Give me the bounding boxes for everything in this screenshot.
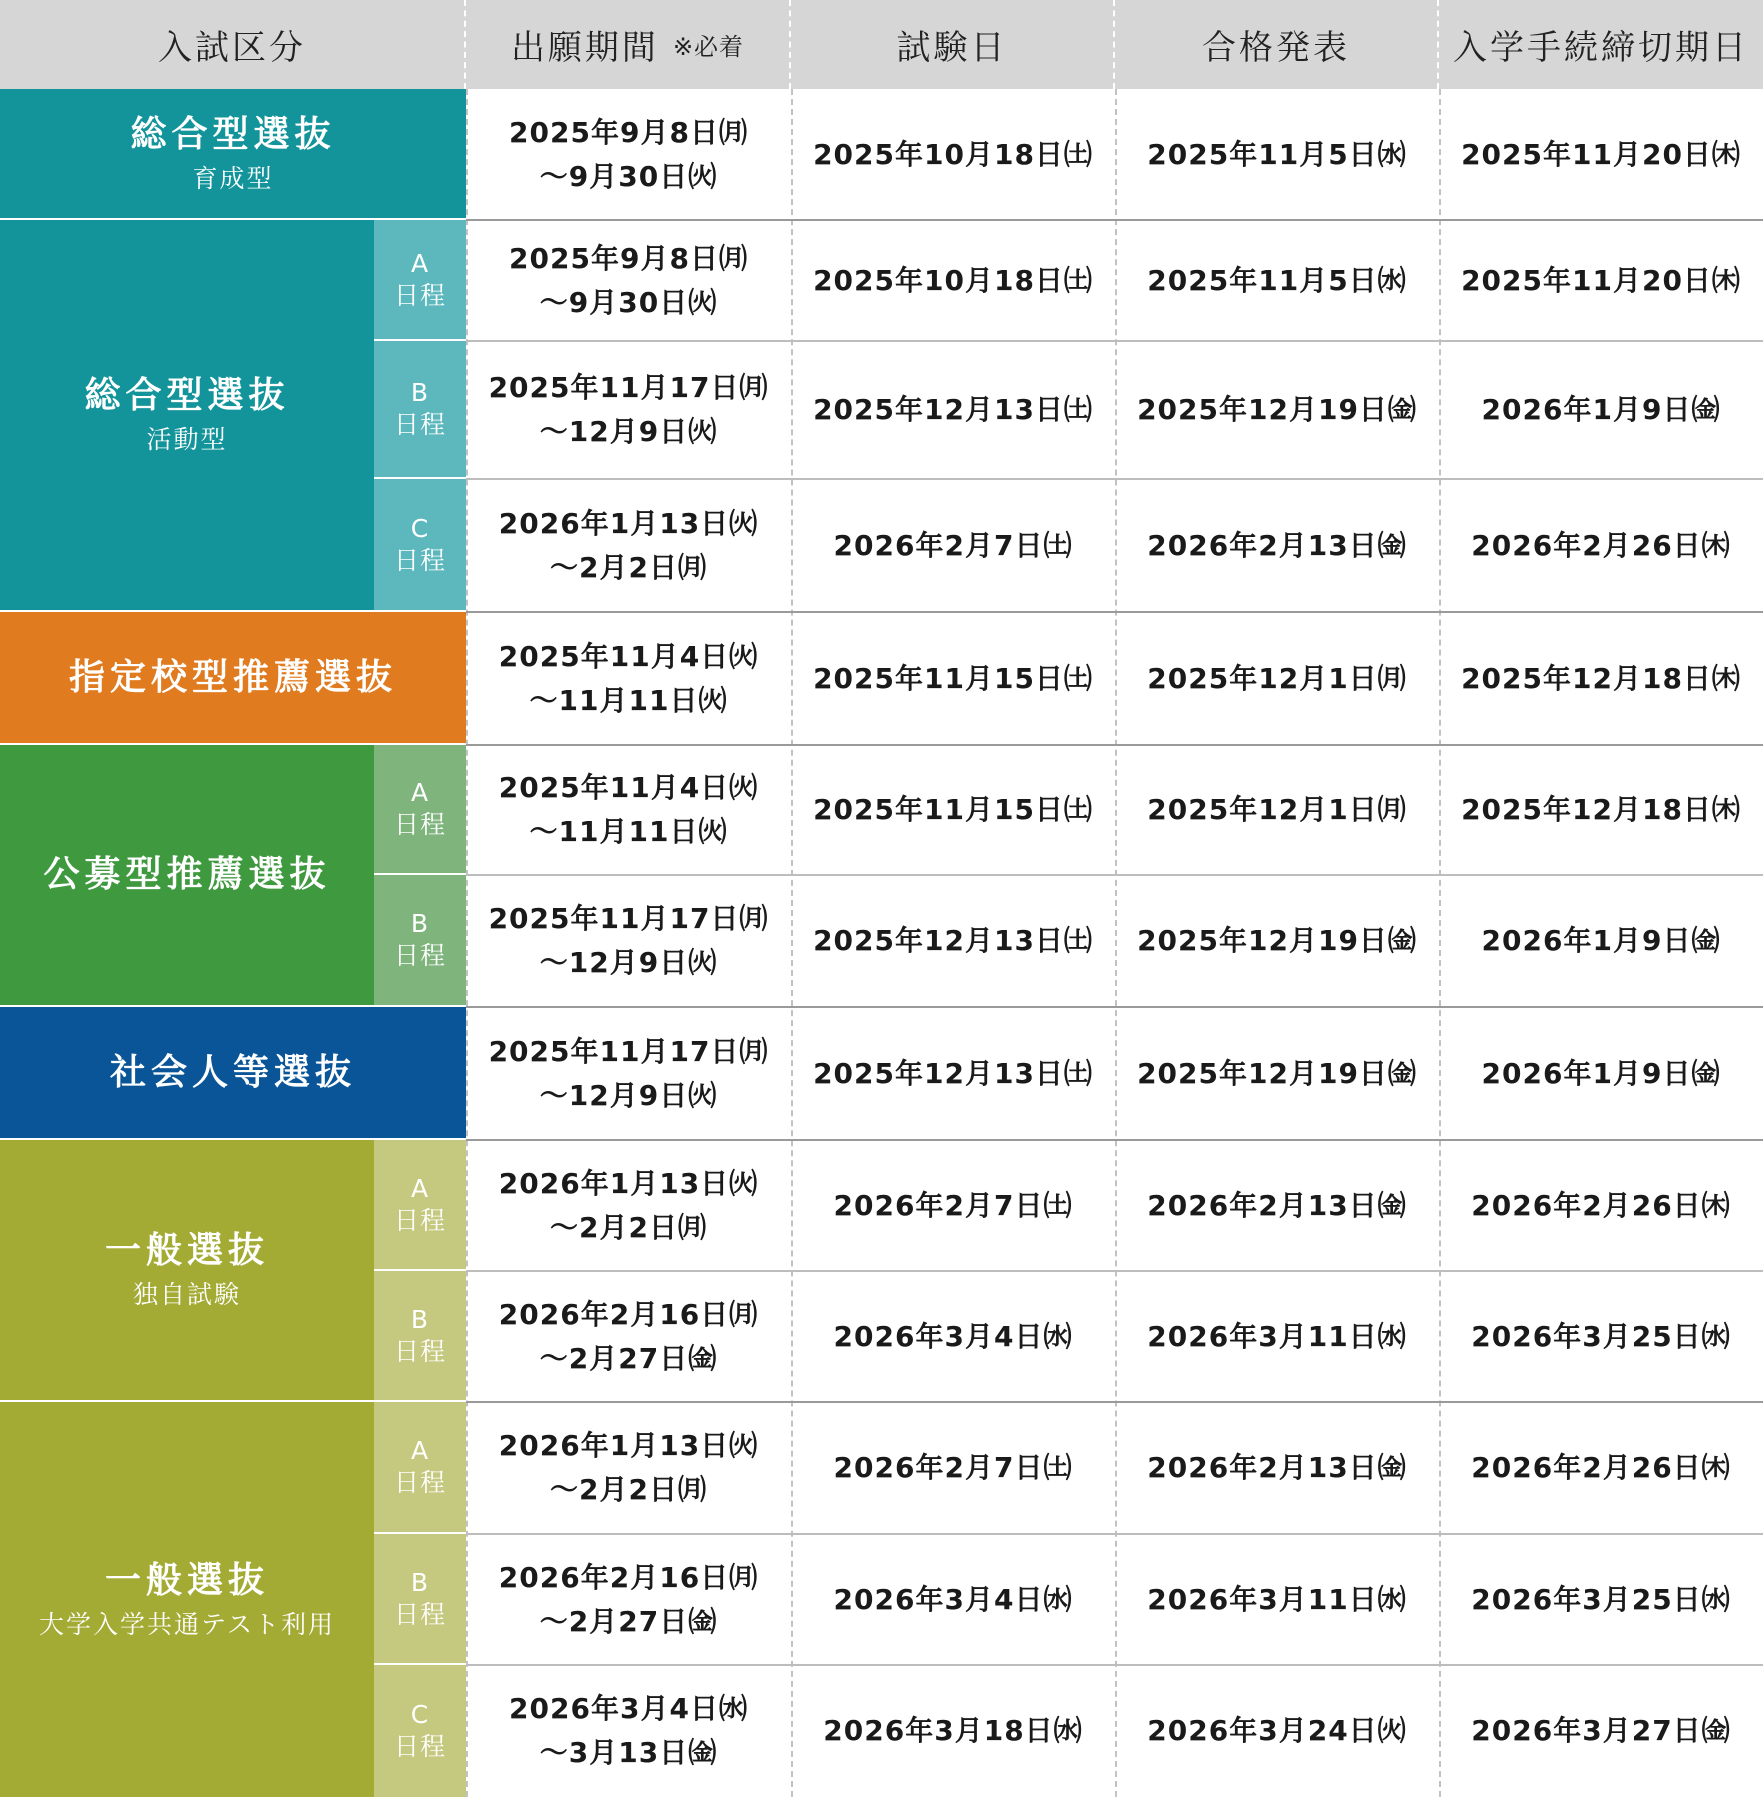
exam-date-cell [791,341,1115,479]
apply-from: 2025年11月17日㈪ [488,1034,769,1068]
apply-from: 2026年1月13日㈫ [498,1166,759,1200]
category-shakaijin [0,1007,466,1140]
result-date: 2025年12月1日㈪ [1147,793,1407,826]
deadline-date: 2026年1月9日㈮ [1481,924,1721,957]
exam-date: 2025年12月13日㈯ [813,1056,1093,1090]
header-application-label: 出願期間 [510,28,659,68]
header-result-date [1115,0,1439,89]
exam-date: 2026年3月4日㈬ [833,1582,1073,1616]
apply-from: 2025年11月17日㈪ [488,902,769,935]
result-date: 2025年12月1日㈪ [1147,661,1407,695]
exam-date-cell [791,875,1115,1007]
schedule-letter: B [410,378,430,407]
apply-from: 2026年2月16日㈪ [498,1297,759,1331]
schedule-text: 日程 [393,1468,446,1497]
schedule-text: 日程 [393,1732,446,1761]
apply-from: 2026年1月13日㈫ [498,1429,759,1462]
header-exam-label: 試験日 [896,28,1008,68]
result-date-cell [1115,341,1439,479]
deadline-date: 2026年2月26日㈭ [1471,1451,1731,1484]
exam-date: 2025年10月18日㈯ [813,137,1093,171]
header-category [0,0,466,89]
schedule-label [374,1402,466,1534]
apply-to: 〜2月27日㈮ [539,1341,718,1375]
apply-to: 〜2月27日㈮ [539,1604,718,1638]
application-period-cell [466,1271,791,1402]
result-date: 2026年2月13日㈮ [1147,528,1407,562]
deadline-date: 2026年3月27日㈮ [1471,1714,1731,1747]
application-period-cell [466,875,791,1007]
exam-date: 2026年3月4日㈬ [833,1319,1073,1353]
deadline-date: 2026年3月25日㈬ [1471,1319,1731,1353]
apply-from: 2025年11月4日㈫ [498,771,759,804]
exam-date: 2026年2月7日㈯ [833,1188,1073,1222]
deadline-cell [1439,1402,1763,1534]
exam-date-cell [791,1007,1115,1140]
deadline-cell [1439,612,1763,745]
apply-from: 2026年3月4日㈬ [509,1692,748,1725]
apply-to: 〜9月30日㈫ [539,285,718,319]
result-date: 2026年2月13日㈮ [1147,1188,1407,1222]
schedule-label [374,1665,466,1797]
deadline-cell [1439,745,1763,875]
schedule-label [374,745,466,875]
schedule-letter: B [410,909,430,938]
apply-to: 〜9月30日㈫ [539,159,718,193]
apply-to: 〜3月13日㈮ [539,1736,718,1769]
result-date: 2025年12月19日㈮ [1137,1056,1417,1090]
exam-date: 2026年3月18日㈬ [823,1714,1083,1747]
schedule-label [374,875,466,1007]
deadline-cell [1439,341,1763,479]
header-result-label: 合格発表 [1202,28,1350,68]
exam-date: 2026年2月7日㈯ [833,528,1073,562]
apply-from: 2025年9月8日㈪ [509,241,748,275]
schedule-letter: A [410,1436,430,1465]
schedule-text: 日程 [393,941,446,970]
category-title: 一般選抜 [104,1230,269,1271]
exam-date: 2025年12月13日㈯ [813,924,1093,957]
exam-date-cell [791,479,1115,612]
apply-from: 2025年11月4日㈫ [498,639,759,673]
category-sogo-ikusei [0,89,466,220]
schedule-letter: A [410,248,430,278]
category-title: 総合型選抜 [130,113,336,155]
application-period-cell [466,745,791,875]
deadline-cell [1439,1007,1763,1140]
result-date-cell [1115,479,1439,612]
deadline-date: 2025年12月18日㈭ [1461,661,1741,695]
application-period-cell [466,89,791,220]
exam-date: 2025年10月18日㈯ [813,263,1093,297]
apply-to: 〜11月11日㈫ [529,815,728,848]
deadline-cell [1439,1140,1763,1271]
apply-to: 〜2月2日㈪ [550,1473,707,1506]
result-date-cell [1115,1007,1439,1140]
exam-date-cell [791,89,1115,220]
category-ippan-dokuji [0,1140,374,1402]
result-date-cell [1115,89,1439,220]
category-title: 一般選抜 [104,1559,269,1601]
schedule-label [374,1534,466,1665]
result-date-cell [1115,1271,1439,1402]
deadline-date: 2026年1月9日㈮ [1481,393,1721,426]
deadline-cell [1439,875,1763,1007]
schedule-letter: A [410,778,430,807]
deadline-date: 2025年11月20日㈭ [1461,263,1741,297]
schedule-label [374,1271,466,1402]
result-date: 2025年12月19日㈮ [1137,393,1417,426]
schedule-text: 日程 [393,1205,446,1235]
category-title: 公募型推薦選抜 [43,854,331,895]
apply-from: 2026年2月16日㈪ [498,1560,759,1594]
category-title: 総合型選抜 [84,375,290,416]
result-date: 2025年12月19日㈮ [1137,924,1417,957]
result-date: 2026年3月11日㈬ [1147,1319,1407,1353]
exam-date: 2025年11月15日㈯ [813,793,1093,826]
application-period-cell [466,1665,791,1797]
application-period-cell [466,1140,791,1271]
schedule-text: 日程 [393,280,446,310]
exam-date-cell [791,1271,1115,1402]
application-period-cell [466,1007,791,1140]
apply-to: 〜11月11日㈫ [529,683,728,717]
deadline-cell [1439,1271,1763,1402]
result-date-cell [1115,1534,1439,1665]
category-title: 社会人等選抜 [109,1051,356,1093]
schedule-text: 日程 [393,810,446,839]
result-date: 2025年11月5日㈬ [1147,137,1407,171]
deadline-date: 2025年12月18日㈭ [1461,793,1741,826]
schedule-letter: B [410,1567,430,1597]
deadline-cell [1439,1665,1763,1797]
application-period-cell [466,1534,791,1665]
result-date: 2025年11月5日㈬ [1147,263,1407,297]
header-category-label: 入試区分 [158,28,306,68]
exam-date-cell [791,1140,1115,1271]
result-date-cell [1115,220,1439,341]
application-period-cell [466,341,791,479]
header-exam-date [791,0,1115,89]
deadline-cell [1439,220,1763,341]
deadline-date: 2026年2月26日㈭ [1471,528,1731,562]
schedule-letter: B [410,1304,430,1334]
result-date-cell [1115,1402,1439,1534]
exam-date-cell [791,1402,1115,1534]
category-ippan-kyotsu [0,1402,374,1797]
apply-from: 2026年1月13日㈫ [498,506,759,540]
exam-date-cell [791,220,1115,341]
apply-to: 〜12月9日㈫ [539,946,718,979]
apply-to: 〜12月9日㈫ [539,1078,718,1112]
schedule-letter: C [410,513,430,543]
application-period-cell [466,612,791,745]
category-subtitle: 独自試験 [132,1280,241,1309]
result-date: 2026年3月24日㈫ [1147,1714,1407,1747]
header-deadline-label: 入学手続締切期日 [1453,28,1749,68]
exam-date: 2025年11月15日㈯ [813,661,1093,695]
deadline-date: 2026年3月25日㈬ [1471,1582,1731,1616]
schedule-label [374,341,466,479]
category-subtitle: 育成型 [192,163,274,193]
schedule-letter: A [410,1173,430,1203]
schedule-letter: C [410,1700,430,1729]
schedule-text: 日程 [393,1599,446,1629]
apply-to: 〜2月2日㈪ [550,550,707,584]
exam-date-cell [791,745,1115,875]
deadline-date: 2025年11月20日㈭ [1461,137,1741,171]
deadline-cell [1439,89,1763,220]
category-subtitle: 大学入学共通テスト利用 [38,1609,335,1639]
exam-date-cell [791,1665,1115,1797]
header-enrollment-deadline [1439,0,1763,89]
result-date-cell [1115,1665,1439,1797]
apply-from: 2025年11月17日㈪ [488,371,769,404]
application-period-cell [466,1402,791,1534]
result-date: 2026年2月13日㈮ [1147,1451,1407,1484]
exam-date-cell [791,612,1115,745]
category-sogo-katsudo [0,220,374,612]
apply-from: 2025年9月8日㈪ [509,115,748,149]
category-shiteiko-suisen [0,612,466,745]
schedule-text: 日程 [393,1336,446,1366]
schedule-label [374,1140,466,1271]
application-period-cell [466,479,791,612]
schedule-label [374,220,466,341]
deadline-cell [1439,479,1763,612]
apply-to: 〜2月2日㈪ [550,1210,707,1244]
schedule-label [374,479,466,612]
deadline-cell [1439,1534,1763,1665]
header-application-note: ※必着 [672,33,745,61]
deadline-date: 2026年2月26日㈭ [1471,1188,1731,1222]
schedule-text: 日程 [393,410,446,439]
result-date-cell [1115,875,1439,1007]
result-date-cell [1115,1140,1439,1271]
application-period-cell [466,220,791,341]
header-application-period [466,0,791,89]
exam-date-cell [791,1534,1115,1665]
result-date-cell [1115,745,1439,875]
category-subtitle: 活動型 [146,425,228,454]
apply-to: 〜12月9日㈫ [539,415,718,448]
category-kobo-suisen [0,745,374,1007]
deadline-date: 2026年1月9日㈮ [1481,1056,1721,1090]
exam-date: 2025年12月13日㈯ [813,393,1093,426]
schedule-text: 日程 [393,545,446,575]
result-date-cell [1115,612,1439,745]
result-date: 2026年3月11日㈬ [1147,1582,1407,1616]
category-title: 指定校型推薦選抜 [68,656,397,698]
exam-date: 2026年2月7日㈯ [833,1451,1073,1484]
